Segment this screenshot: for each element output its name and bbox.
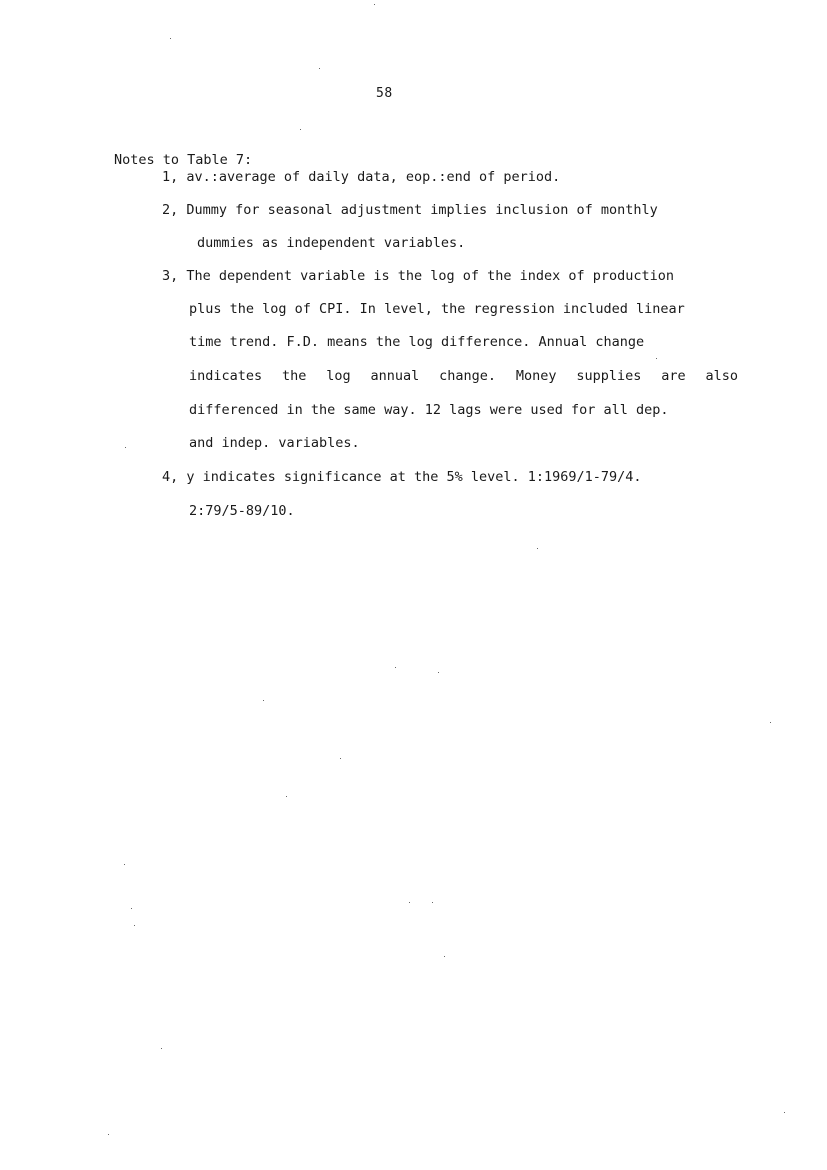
note-3-line-1: 3, The dependent variable is the log of the index of production: [162, 268, 675, 284]
scan-speck: [125, 447, 126, 448]
scan-speck: [131, 908, 132, 909]
note-3-line-5: differenced in the same way. 12 lags were used for all dep.: [189, 402, 669, 418]
scan-speck: [432, 902, 433, 903]
note-3-line-4: indicates the log annual change. Money supplies are also: [189, 368, 738, 384]
note-2-line-1: 2, Dummy for seasonal adjustment implies inclusion of monthly: [162, 202, 658, 218]
scan-speck: [438, 672, 439, 673]
note-1-line-1: 1, av.:average of daily data, eop.:end of period.: [162, 169, 561, 185]
note-3-line-3: time trend. F.D. means the log difference. Annual change: [189, 334, 645, 350]
scan-speck: [340, 758, 341, 759]
note-4-line-2: 2:79/5-89/10.: [189, 503, 295, 519]
scan-speck: [161, 1048, 162, 1049]
note-4-line-1: 4, y indicates significance at the 5% level. 1:1969/1-79/4.: [162, 469, 642, 485]
scan-speck: [537, 548, 538, 549]
scan-speck: [770, 722, 771, 723]
scan-speck: [319, 68, 320, 69]
scan-speck: [444, 956, 445, 957]
notes-heading: Notes to Table 7:: [114, 152, 253, 168]
scan-speck: [784, 1112, 785, 1113]
scan-speck: [395, 667, 396, 668]
scan-speck: [134, 925, 135, 926]
page-number: 58: [376, 86, 393, 101]
scan-speck: [108, 1134, 109, 1135]
note-2-line-2: dummies as independent variables.: [197, 235, 466, 251]
scan-speck: [170, 38, 171, 39]
scan-speck: [409, 902, 410, 903]
scan-speck: [286, 796, 287, 797]
scan-speck: [124, 864, 125, 865]
scan-speck: [656, 358, 657, 359]
scan-speck: [374, 4, 375, 5]
scan-speck: [300, 129, 301, 130]
note-3-line-6: and indep. variables.: [189, 435, 360, 451]
scan-speck: [263, 700, 264, 701]
note-3-line-2: plus the log of CPI. In level, the regression included linear: [189, 301, 685, 317]
